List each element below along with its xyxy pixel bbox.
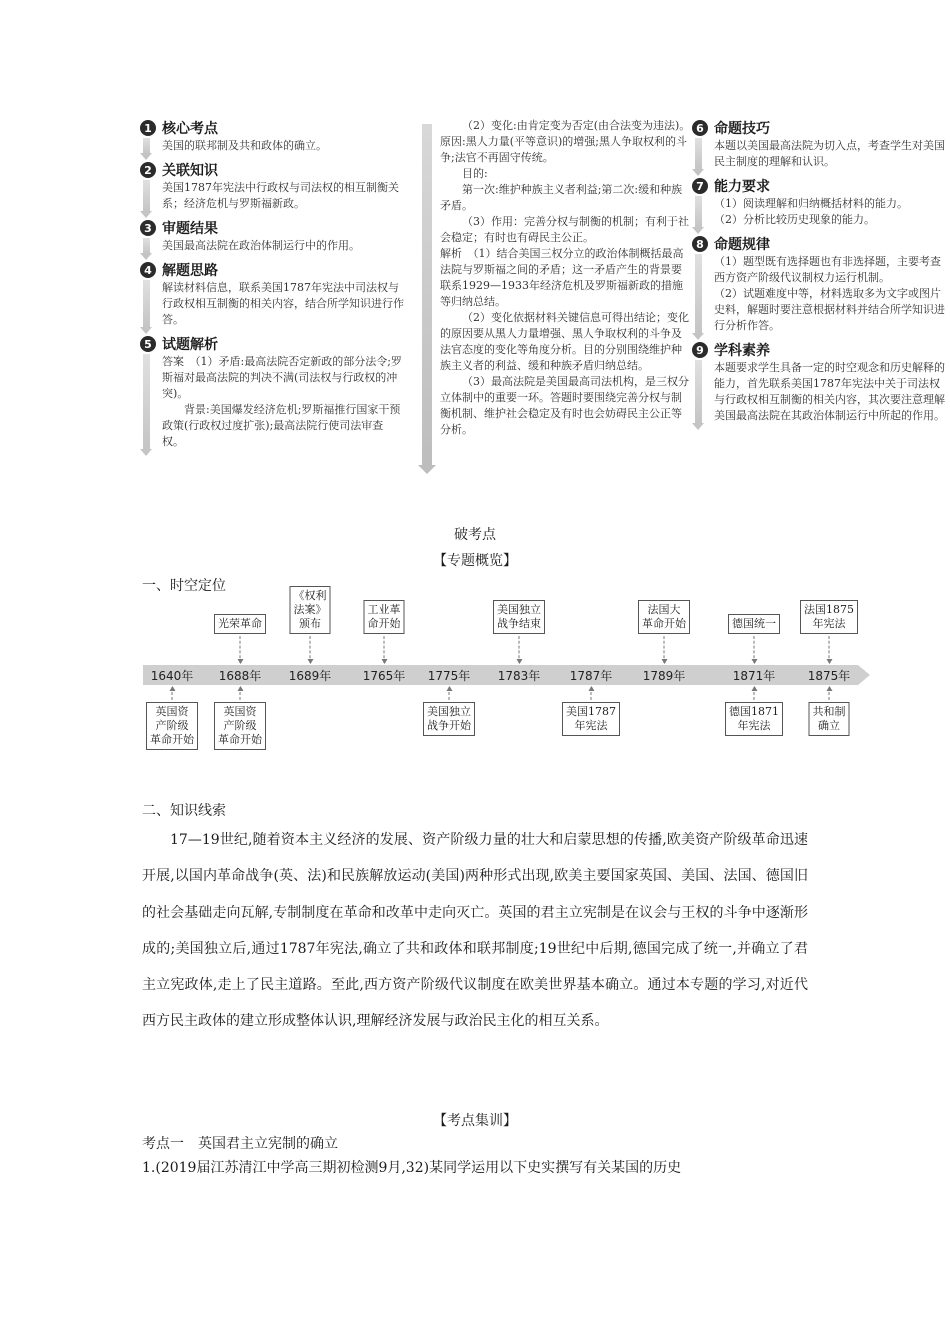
timeline-connector [240, 687, 241, 700]
middle-text: （2）变化依据材料关键信息可得出结论；变化的原因要从黑人力量增强、黑人争取权利的斗争及法官态度的变化等角度分析。目的分别围绕维护种族主义者的利益、缓和种族矛盾归纳总结。 [440, 311, 689, 372]
step-text: 本题要求学生具备一定的时空观念和历史解释的能力，首先联系美国1787年宪法中关于司法权与行政权相互制衡的相关内容，其次要注意理解美国最高法院在其政治体制运行中所起的作用。 [714, 361, 945, 422]
analysis-middle-column [420, 118, 692, 438]
step-title: 命题规律 [714, 237, 770, 253]
background-text: 背景:美国爆发经济危机;罗斯福推行国家干预政策(行政权过度扩张);最高法院行使司法审查权。 [162, 403, 401, 448]
step-number: 8 [692, 236, 708, 252]
step-text: （2）试题难度中等，材料选取多为文字或图片史料，解题时要注意根据材料并结合所学知识进行分析作答。 [714, 287, 945, 332]
step-text: （1）阅读理解和归纳概括材料的能力。 [714, 197, 908, 210]
timeline-connector [240, 636, 241, 663]
timeline-year: 1787年 [569, 669, 613, 683]
middle-text: 目的: [462, 167, 488, 180]
step-proposition-skill [692, 118, 950, 170]
step-text: 美国1787年宪法中行政权与司法权的相互制衡关系；经济危机与罗斯福新政。 [162, 181, 399, 210]
step-title: 核心考点 [162, 121, 218, 137]
timeline-year: 1640年 [150, 669, 194, 683]
arrow-down-icon [143, 238, 150, 254]
step-proposition-rule [692, 234, 950, 334]
step-text: 美国的联邦制及共和政体的确立。 [162, 139, 327, 152]
timeline-connector [829, 636, 830, 663]
step-number: 9 [692, 342, 708, 358]
section-knowledge-title: 二、知识线索 [142, 803, 226, 819]
arrow-down-icon [143, 138, 150, 154]
timeline-year: 1688年 [218, 669, 262, 683]
timeline-connector [519, 636, 520, 663]
arrow-down-icon [695, 360, 702, 424]
knowledge-paragraph: 17—19世纪,随着资本主义经济的发展、资产阶级力量的壮大和启蒙思想的传播,欧美资产阶级革命迅速开展,以国内革命战争(英、法)和民族解放运动(美国)两种形式出现,欧美主要国家英国、美国、法国、德国旧的社会基础走向瓦解,专制制度在革命和改革中走向灭亡。英国的君主立宪制是在议会与王权的斗争中逐渐形成的;美国独立后,通过1787年宪法,确立了共和政体和联邦制度;19世纪中后期,德国完成了统一,并确立了君主立宪政体,走上了民主道路。至此,西方资产阶级代议制度在欧美世界基本确立。通过本专题的学习,对近代西方民主政体的建立形成整体认识,理解经济发展与政治民主化的相互关系。 [142, 832, 808, 1030]
timeline-event-below: 美国1787 年宪法 [562, 702, 620, 736]
timeline-event-above: 德国统一 [728, 614, 780, 634]
analysis-right-column [692, 118, 950, 430]
step-number: 1 [140, 120, 156, 136]
analysis-left-column [140, 118, 405, 456]
step-title: 试题解析 [162, 337, 218, 353]
timeline-connector [310, 636, 311, 663]
step-text: （1）题型既有选择题也有非选择题，主要考查西方资产阶级代议制权力运行机制。 [714, 255, 941, 284]
timeline-connector [591, 687, 592, 700]
timeline-connector [384, 636, 385, 663]
timeline-arrow-icon [858, 665, 870, 685]
step-number: 6 [692, 120, 708, 136]
step-text: 本题以美国最高法院为切入点，考查学生对美国民主制度的理解和认识。 [714, 139, 945, 168]
timeline-event-below: 德国1871 年宪法 [725, 702, 783, 736]
timeline-year: 1871年 [732, 669, 776, 683]
timeline-connector [754, 687, 755, 700]
timeline-year: 1775年 [427, 669, 471, 683]
timeline-event-above: 法国1875 年宪法 [800, 600, 858, 634]
step-number: 3 [140, 220, 156, 236]
arrow-down-icon [143, 280, 150, 328]
step-number: 7 [692, 178, 708, 194]
step-text: 解读材料信息，联系美国1787年宪法中司法权与行政权相互制衡的相关内容，结合所学知识进行作答。 [162, 281, 404, 326]
arrow-down-icon [143, 354, 150, 450]
timeline-connector [664, 636, 665, 663]
timeline-connector [449, 687, 450, 700]
step-text: 美国最高法院在政治体制运行中的作用。 [162, 239, 360, 252]
timeline-year: 1765年 [362, 669, 406, 683]
timeline-event-above: 法国大 革命开始 [638, 600, 690, 634]
heading-overview: 【专题概览】 [433, 553, 517, 569]
timeline-year: 1689年 [288, 669, 332, 683]
heading-training: 【考点集训】 [433, 1113, 517, 1129]
arrow-down-icon [695, 196, 702, 228]
middle-text: （3）作用：完善分权与制衡的机制；有利于社会稳定；有时也有碍民主公正。 [440, 215, 689, 244]
step-number: 2 [140, 162, 156, 178]
timeline-event-above: 美国独立 战争结束 [493, 600, 545, 634]
step-core-point [140, 118, 405, 154]
timeline-year: 1875年 [807, 669, 851, 683]
timeline-event-above: 光荣革命 [214, 614, 266, 634]
arrow-down-icon [143, 180, 150, 212]
middle-text: 第一次:维护种族主义者利益;第二次:缓和种族矛盾。 [440, 183, 683, 212]
step-related-knowledge [140, 160, 405, 212]
timeline-connector [754, 636, 755, 663]
timeline-event-above: 《权利 法案》 颁布 [290, 586, 331, 634]
middle-text: （2）变化:由肯定变为否定(由合法变为违法)。原因:黑人力量(平等意识)的增强;黑人争取权利的斗争;法官不再固守传统。 [440, 119, 691, 164]
step-title: 解题思路 [162, 263, 218, 279]
middle-text: 解析 （1）结合美国三权分立的政治体制概括最高法院与罗斯福之间的矛盾；这一矛盾产生的背景要联系1929—1933年经济危机及罗斯福新政的措施等归纳总结。 [440, 247, 684, 308]
timeline-event-above: 工业革 命开始 [364, 600, 405, 634]
section-timeline-title: 一、时空定位 [142, 578, 226, 594]
timeline-year: 1789年 [642, 669, 686, 683]
timeline-event-below: 共和制 确立 [809, 702, 850, 736]
question-text: 1.(2019届江苏清江中学高三期初检测9月,32)某同学运用以下史实撰写有关某国的历史 [142, 1160, 682, 1176]
step-review-result [140, 218, 405, 254]
arrow-down-icon [422, 124, 432, 466]
step-subject-literacy [692, 340, 950, 424]
step-text: （2）分析比较历史现象的能力。 [714, 213, 875, 226]
timeline-event-below: 英国资 产阶级 革命开始 [214, 702, 266, 750]
step-question-analysis [140, 334, 405, 450]
middle-text: （3）最高法院是美国最高司法机构，是三权分立体制中的重要一环。答题时要围绕完善分权与制衡机制、维护社会稳定及有时也会妨碍民主公正等分析。 [440, 375, 689, 436]
timeline-connector [829, 687, 830, 700]
step-solving-idea [140, 260, 405, 328]
step-number: 5 [140, 336, 156, 352]
timeline-connector [172, 687, 173, 700]
step-title: 关联知识 [162, 163, 218, 179]
step-ability-requirement [692, 176, 950, 228]
timeline-event-below: 英国资 产阶级 革命开始 [146, 702, 198, 750]
step-title: 能力要求 [714, 179, 770, 195]
step-number: 4 [140, 262, 156, 278]
step-title: 学科素养 [714, 343, 770, 359]
step-title: 命题技巧 [714, 121, 770, 137]
arrow-down-icon [695, 138, 702, 170]
heading-main: 破考点 [454, 527, 496, 543]
arrow-down-icon [695, 254, 702, 334]
answer-text: 答案 （1）矛盾:最高法院否定新政的部分法令;罗斯福对最高法院的判决不满(司法权与行政权的冲突)。 [162, 355, 402, 400]
timeline-event-below: 美国独立 战争开始 [423, 702, 475, 736]
step-title: 审题结果 [162, 221, 218, 237]
timeline-year: 1783年 [497, 669, 541, 683]
topic-title: 考点一 英国君主立宪制的确立 [142, 1136, 338, 1152]
